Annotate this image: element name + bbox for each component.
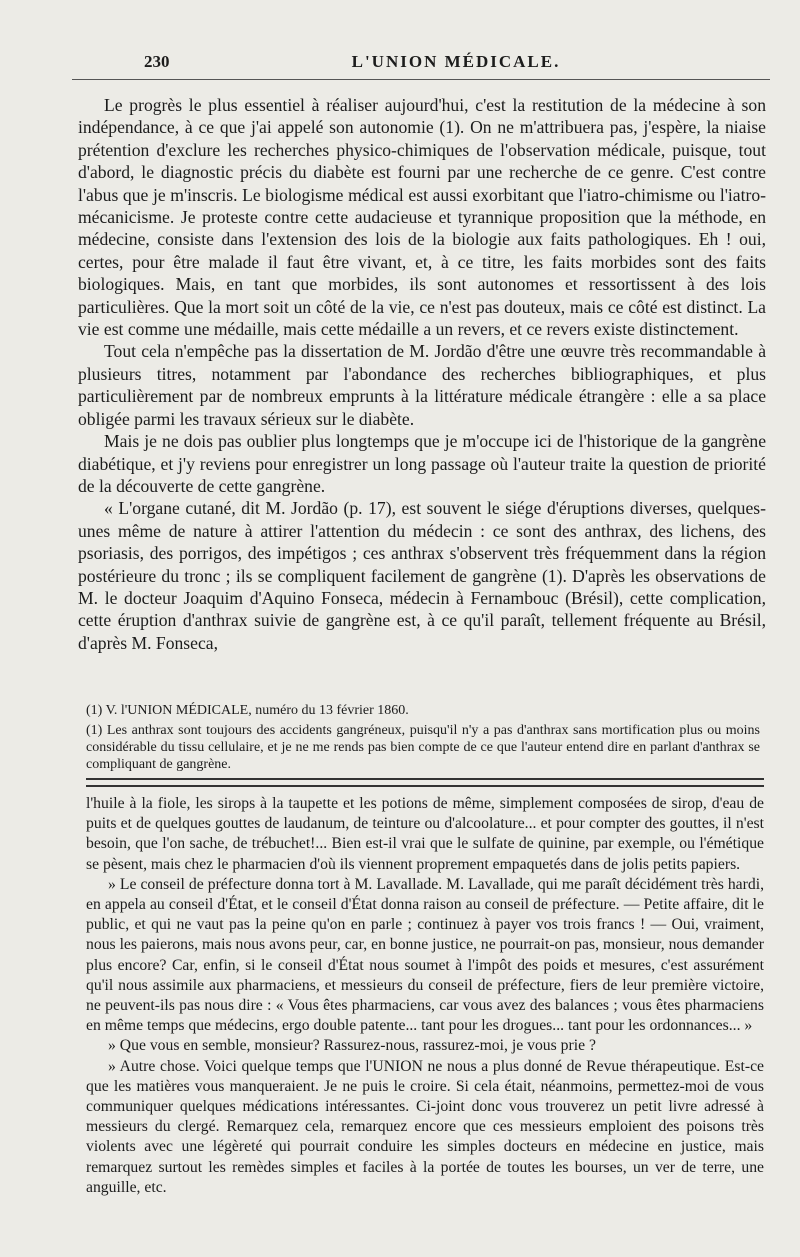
feuilleton-paragraph: » Autre chose. Voici quelque temps que l'UNION ne nous a plus donné de Revue thérapeutique. Est-ce que les matières vous manqueraient. Je ne puis le croire. Si cela était, néanmoins, permettez-moi de vous communiquer quelques médications intéressantes. Ci-joint donc vous trouverez un petit livre adressé à messieurs du clergé. Remarquez cela, remarquez encore que ces messieurs emploient des poisons très violents avec une légèreté qui pourrait conduire les simples docteurs en médecine en justice, mais remarquez surtout les remèdes simples et faciles à la portée de toutes les bourses, un ver de terre, une anguille, etc. bbox=[86, 1057, 764, 1196]
footnotes bbox=[86, 702, 760, 773]
article-paragraph: Mais je ne dois pas oublier plus longtemps que je m'occupe ici de l'historique de la gangrène diabétique, et j'y reviens pour enregistrer un long passage où l'auteur traite la question de priorité de la découverte de cette gangrène. bbox=[78, 431, 766, 496]
page-header bbox=[70, 0, 772, 71]
footnote: (1) V. l'UNION MÉDICALE, numéro du 13 février 1860. bbox=[86, 703, 409, 718]
article-paragraph: « L'organe cutané, dit M. Jordão (p. 17), est souvent le siége d'éruptions diverses, quelques-unes même de nature à attirer l'attention du médecin : ce sont des anthrax, des lichens, des psoriasis, des porrigos, des impétigos ; ces anthrax s'observent très fréquemment dans la région postérieure du tronc ; ils se compliquent facilement de gangrène (1). D'après les observations de M. le docteur Joaquim d'Aquino Fonseca, médecin à Fernambouc (Brésil), cette complication, cette éruption d'anthrax suivie de gangrène est, à ce qu'il paraît, tellement fréquente au Brésil, d'après M. Fonseca, bbox=[78, 498, 766, 653]
article-paragraph: Le progrès le plus essentiel à réaliser aujourd'hui, c'est la restitution de la médecine à son indépendance, à ce que j'ai appelé son autonomie (1). On ne m'attribuera pas, j'espère, la niaise prétention d'exclure les recherches physico-chimiques de l'observation médicale, puisque, tout d'abord, le diagnostic précis du diabète est fourni par une recherche de ce genre. C'est contre l'abus que je m'inscris. Le biologisme médical est aussi exorbitant que l'iatro-chimisme ou l'iatro-mécanicisme. Je proteste contre cette audacieuse et tyrannique proposition que la méthode, en médecine, consiste dans l'extension des lois de la biologie aux faits pathologiques. Eh ! oui, certes, pour être malade il faut être vivant, et, à ce titre, les faits morbides sont des faits biologiques. Mais, en tant que morbides, ils sont autonomes et ressortissent à des lois particulières. Que la mort soit un côté de la vie, ce n'est pas douteux, mais ce côté est distinct. La vie est comme une médaille, mais cette médaille a un revers, et ce revers existe distinctement. bbox=[78, 95, 766, 340]
page-number: 230 bbox=[144, 52, 170, 71]
footnote: (1) Les anthrax sont toujours des accidents gangréneux, puisqu'il n'y a pas d'anthrax sans mortification plus ou moins considérable du tissu cellulaire, et je ne me rends pas bien compte de ce que l'auteur entend dire en parlant d'anthrax se compliquant de gangrène. bbox=[86, 723, 760, 772]
feuilleton-paragraph: » Que vous en semble, monsieur? Rassurez-nous, rassurez-moi, je vous prie ? bbox=[108, 1037, 596, 1055]
feuilleton-body bbox=[86, 794, 764, 1198]
feuilleton-paragraph: » Le conseil de préfecture donna tort à M. Lavallade. M. Lavallade, qui me paraît décidément très hardi, en appela au conseil d'État, et le conseil d'État donna raison au conseil de préfecture. — Petite affaire, dit le public, et qui ne vaut pas la peine qu'on en parle ; continuez à payer vos trois francs ! — Oui, vraiment, nous les paierons, mais nous avons peur, car, en bonne justice, ne pourrait-on pas, monsieur, nous demander plus encore? Car, enfin, si le conseil d'État nous soumet à l'impôt des poids et mesures, c'est assurément qu'il nous assimile aux pharmaciens, et messieurs du conseil de préfecture, fiers de leur première victoire, ne peuvent-ils pas nous dire : « Vous êtes pharmaciens, car vous avez des balances ; vous êtes pharmaciens en même temps que médecins, ergo double patente... tant pour les drogues... tant pour les ordonnances... » bbox=[86, 875, 764, 1035]
feuilleton-divider bbox=[86, 778, 764, 787]
running-head: L'UNION MÉDICALE. bbox=[351, 52, 561, 71]
feuilleton-paragraph: l'huile à la fiole, les sirops à la taupette et les potions de même, simplement composées de sirop, d'eau de puits et de quelques gouttes de laudanum, de teinture ou d'alcoolature... et pour compter des gouttes, il n'est besoin, que l'on sache, de trébuchet!... Bien est-il vrai que le sulfate de quinine, par exemple, ou l'émétique se pèsent, mais chez le pharmacien d'où ils viennent proprement empaquetés dans de jolis petits papiers. bbox=[86, 795, 764, 873]
header-rule bbox=[72, 79, 770, 80]
article-paragraph: Tout cela n'empêche pas la dissertation de M. Jordão d'être une œuvre très recommandable à plusieurs titres, notamment par l'abondance des recherches bibliographiques, et plus particulièrement par de nombreux emprunts à la littérature médicale étrangère : elle a sa place obligée parmi les travaux sérieux sur le diabète. bbox=[78, 341, 766, 429]
article-body bbox=[78, 94, 766, 654]
